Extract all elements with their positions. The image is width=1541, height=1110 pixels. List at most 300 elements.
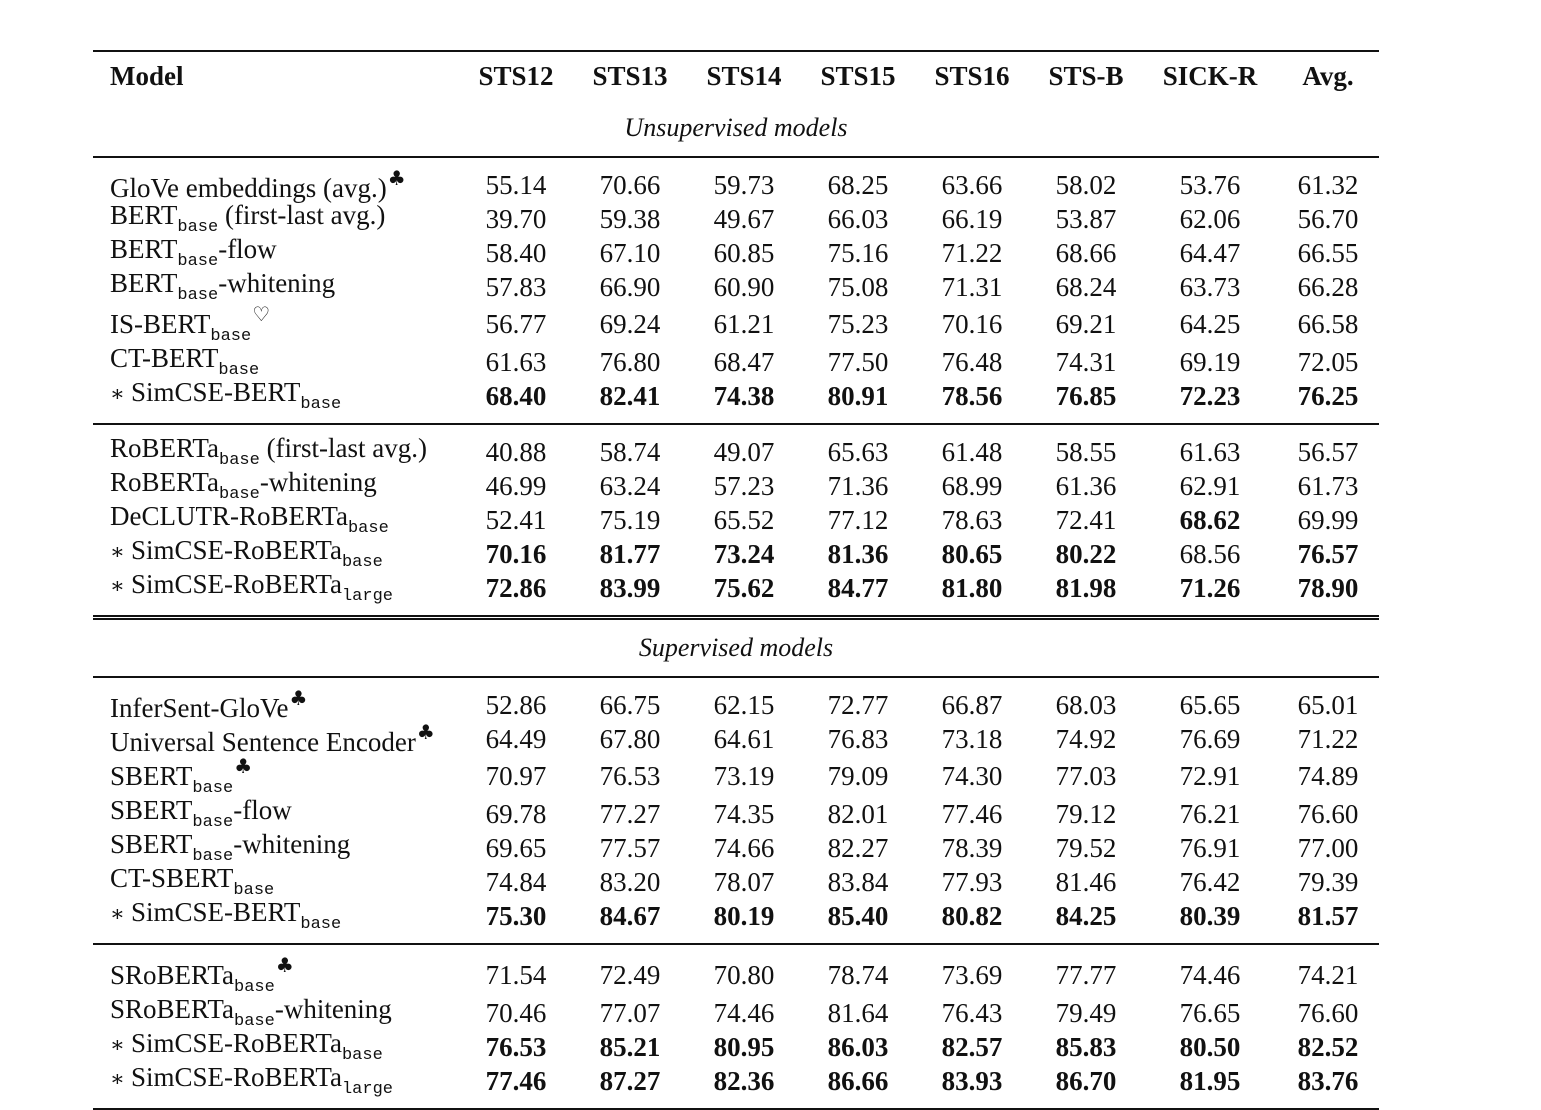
model-name: SBERT [110, 829, 193, 859]
ours-marker-icon: ∗ [110, 1033, 125, 1058]
score-cell: 72.23 [1179, 380, 1241, 411]
model-variant-suffix: -whitening [218, 268, 336, 298]
model-variant-suffix: -flow [233, 795, 292, 825]
score-cell: 77.50 [827, 346, 889, 377]
score-cell: 68.47 [713, 346, 775, 377]
model-size-subscript: base [234, 978, 275, 997]
score-cell: 49.07 [687, 424, 801, 469]
score-cell: 65.65 [1143, 677, 1277, 722]
score-cell: 83.99 [599, 572, 661, 603]
score-cell: 74.66 [713, 832, 775, 863]
score-cell: 85.21 [599, 1031, 661, 1062]
model-name-cell [93, 831, 459, 865]
table-row [93, 270, 1379, 304]
model-name-cell [93, 571, 459, 618]
model-name-cell [93, 722, 459, 756]
score-cell: 69.24 [599, 309, 661, 339]
table-row [93, 756, 1379, 797]
score-cell: 74.46 [1143, 944, 1277, 996]
table-row [93, 202, 1379, 236]
score-cell: 63.66 [915, 157, 1029, 202]
score-cell: 76.43 [941, 997, 1003, 1028]
score-cell: 76.60 [1297, 997, 1359, 1028]
score-cell: 64.61 [713, 723, 775, 754]
score-cell: 77.03 [1055, 761, 1117, 791]
score-cell: 61.36 [1055, 470, 1117, 501]
model-name: BERT [110, 200, 178, 230]
header-sts16: STS16 [915, 51, 1029, 100]
score-cell: 68.66 [1055, 237, 1117, 268]
table-row [93, 345, 1379, 379]
model-size-subscript: base [347, 519, 389, 538]
model-size-subscript: large [341, 587, 393, 606]
score-cell: 78.63 [941, 504, 1003, 535]
score-cell: 61.32 [1277, 157, 1379, 202]
ours-marker-icon: ∗ [110, 540, 125, 565]
score-cell: 62.91 [1179, 470, 1241, 501]
model-name-cell [93, 345, 459, 379]
score-cell: 81.57 [1297, 900, 1359, 931]
model-size-subscript: base [300, 395, 342, 414]
score-cell: 68.99 [941, 470, 1003, 501]
score-cell: 71.54 [459, 944, 573, 996]
score-cell: 81.95 [1143, 1064, 1277, 1109]
score-cell: 62.06 [1179, 203, 1241, 234]
club-icon: ♣ [275, 953, 294, 977]
model-name-cell [93, 424, 459, 469]
score-cell: 77.46 [941, 798, 1003, 829]
score-cell: 57.23 [713, 470, 775, 501]
model-size-subscript: base [177, 218, 219, 237]
score-cell: 74.21 [1277, 944, 1379, 996]
model-name-cell [93, 236, 459, 270]
score-cell: 77.12 [827, 504, 889, 535]
score-cell: 74.84 [485, 866, 547, 897]
model-size-subscript: base [234, 1012, 275, 1031]
score-cell: 72.49 [573, 944, 687, 996]
score-cell: 59.38 [599, 203, 661, 234]
score-cell: 74.31 [1055, 346, 1117, 377]
score-cell: 75.08 [827, 271, 889, 302]
score-cell: 70.16 [941, 309, 1003, 339]
score-cell: 68.56 [1179, 538, 1241, 569]
table-row [93, 157, 1379, 202]
score-cell: 77.57 [599, 832, 661, 863]
score-cell: 77.46 [459, 1064, 573, 1109]
table-header-row [93, 51, 1379, 100]
model-name: RoBERTa [110, 433, 219, 463]
score-cell: 64.47 [1179, 237, 1241, 268]
model-name-cell [93, 157, 459, 202]
score-cell: 69.65 [485, 832, 547, 863]
score-cell: 57.83 [485, 271, 547, 302]
score-cell: 81.64 [827, 997, 889, 1028]
score-cell: 73.24 [713, 538, 775, 569]
score-cell: 70.46 [485, 997, 547, 1028]
score-cell: 76.80 [599, 346, 661, 377]
score-cell: 81.80 [941, 572, 1003, 603]
score-cell: 74.35 [713, 798, 775, 829]
model-name-cell [93, 1064, 459, 1109]
ours-marker-icon: ∗ [110, 574, 125, 599]
score-cell: 66.28 [1297, 271, 1359, 302]
score-cell: 78.74 [801, 944, 915, 996]
score-cell: 56.57 [1277, 424, 1379, 469]
score-cell: 55.14 [459, 157, 573, 202]
ours-marker-icon: ∗ [110, 1067, 125, 1092]
model-name-cell [93, 379, 459, 424]
score-cell: 84.77 [827, 572, 889, 603]
score-cell: 77.93 [941, 866, 1003, 897]
model-name: IS-BERT [110, 309, 211, 339]
header-sts13: STS13 [573, 51, 687, 100]
score-cell: 74.89 [1297, 761, 1359, 791]
header-sts14: STS14 [687, 51, 801, 100]
score-cell: 82.41 [599, 380, 661, 411]
score-cell: 61.63 [1143, 424, 1277, 469]
model-variant-suffix: (first-last avg.) [218, 200, 386, 230]
model-size-subscript: base [210, 327, 252, 346]
score-cell: 75.19 [599, 504, 661, 535]
model-size-subscript: base [219, 451, 260, 470]
score-cell: 75.16 [827, 237, 889, 268]
heart-icon: ♡ [252, 302, 271, 326]
score-cell: 82.52 [1297, 1031, 1359, 1062]
score-cell: 83.76 [1277, 1064, 1379, 1109]
score-cell: 79.09 [827, 761, 889, 791]
header-sts15: STS15 [801, 51, 915, 100]
score-cell: 64.49 [485, 723, 547, 754]
score-cell: 67.10 [599, 237, 661, 268]
table-row [93, 1064, 1379, 1109]
model-name: SimCSE-BERT [130, 377, 301, 407]
table-row [93, 304, 1379, 345]
score-cell: 68.62 [1179, 504, 1241, 535]
score-cell: 66.75 [573, 677, 687, 722]
score-cell: 56.70 [1297, 203, 1359, 234]
score-cell: 60.90 [713, 271, 775, 302]
model-name: SimCSE-RoBERTa [130, 1028, 342, 1058]
model-variant-suffix: -whitening [259, 467, 377, 497]
score-cell: 74.92 [1055, 723, 1117, 754]
model-name: InferSent-GloVe [110, 693, 289, 723]
score-cell: 80.91 [827, 380, 889, 411]
score-cell: 85.83 [1055, 1031, 1117, 1062]
score-cell: 69.78 [485, 798, 547, 829]
header-sts12: STS12 [459, 51, 573, 100]
results-table-container [93, 50, 1379, 1110]
score-cell: 78.90 [1297, 572, 1359, 603]
section-header-row [93, 100, 1379, 157]
model-name: SRoBERTa [110, 960, 235, 990]
table-row [93, 944, 1379, 996]
model-name: RoBERTa [110, 467, 219, 497]
table-row [93, 722, 1379, 756]
score-cell: 59.73 [687, 157, 801, 202]
table-row [93, 424, 1379, 469]
model-name: CT-SBERT [110, 863, 234, 893]
score-cell: 72.05 [1297, 346, 1359, 377]
score-cell: 60.85 [713, 237, 775, 268]
model-name-cell [93, 270, 459, 304]
section-title: Supervised models [93, 618, 1379, 678]
score-cell: 76.21 [1179, 798, 1241, 829]
model-name-cell [93, 304, 459, 345]
score-cell: 82.01 [827, 798, 889, 829]
score-cell: 69.99 [1297, 504, 1359, 535]
table-row [93, 797, 1379, 831]
score-cell: 58.40 [485, 237, 547, 268]
score-cell: 80.22 [1055, 538, 1117, 569]
header-sts-b: STS-B [1029, 51, 1143, 100]
score-cell: 74.30 [941, 761, 1003, 791]
model-name: SimCSE-BERT [130, 897, 301, 927]
score-cell: 73.18 [941, 723, 1003, 754]
model-variant-suffix: -flow [218, 234, 277, 264]
score-cell: 77.00 [1297, 832, 1359, 863]
table-row [93, 469, 1379, 503]
header-model: Model [93, 51, 459, 100]
model-name: Universal Sentence Encoder [110, 727, 416, 757]
score-cell: 78.07 [713, 866, 775, 897]
score-cell: 63.73 [1179, 271, 1241, 302]
model-size-subscript: base [192, 847, 234, 866]
score-cell: 78.39 [941, 832, 1003, 863]
score-cell: 76.65 [1179, 997, 1241, 1028]
model-size-subscript: base [233, 881, 275, 900]
score-cell: 56.77 [485, 309, 547, 339]
score-cell: 79.39 [1297, 866, 1359, 897]
model-size-subscript: base [341, 553, 383, 572]
model-size-subscript: base [192, 813, 234, 832]
score-cell: 72.77 [801, 677, 915, 722]
score-cell: 83.20 [599, 866, 661, 897]
score-cell: 76.85 [1055, 380, 1117, 411]
table-body [93, 100, 1379, 1109]
header-sick-r: SICK-R [1143, 51, 1277, 100]
header-avg: Avg. [1277, 51, 1379, 100]
score-cell: 76.25 [1297, 380, 1359, 411]
score-cell: 86.03 [827, 1031, 889, 1062]
score-cell: 82.36 [687, 1064, 801, 1109]
score-cell: 71.22 [941, 237, 1003, 268]
score-cell: 79.49 [1055, 997, 1117, 1028]
score-cell: 58.02 [1029, 157, 1143, 202]
score-cell: 86.66 [801, 1064, 915, 1109]
score-cell: 76.60 [1297, 798, 1359, 829]
score-cell: 53.76 [1143, 157, 1277, 202]
model-name: DeCLUTR-RoBERTa [110, 501, 348, 531]
score-cell: 80.39 [1179, 900, 1241, 931]
score-cell: 85.40 [827, 900, 889, 931]
score-cell: 80.65 [941, 538, 1003, 569]
model-variant-suffix: -whitening [274, 994, 392, 1024]
model-name-cell [93, 756, 459, 797]
model-size-subscript: base [192, 779, 234, 798]
score-cell: 46.99 [485, 470, 547, 501]
score-cell: 67.80 [599, 723, 661, 754]
score-cell: 71.26 [1179, 572, 1241, 603]
score-cell: 82.57 [941, 1031, 1003, 1062]
score-cell: 61.48 [915, 424, 1029, 469]
score-cell: 66.55 [1297, 237, 1359, 268]
score-cell: 68.03 [1029, 677, 1143, 722]
table-row [93, 1030, 1379, 1064]
table-row [93, 379, 1379, 424]
score-cell: 65.01 [1277, 677, 1379, 722]
model-size-subscript: base [177, 252, 219, 271]
model-size-subscript: base [219, 485, 260, 504]
score-cell: 76.57 [1297, 538, 1359, 569]
model-size-subscript: base [177, 286, 219, 305]
model-size-subscript: base [218, 361, 260, 380]
model-name-cell [93, 865, 459, 899]
model-name-cell [93, 996, 459, 1030]
model-name-cell [93, 899, 459, 944]
score-cell: 53.87 [1055, 203, 1117, 234]
score-cell: 77.07 [599, 997, 661, 1028]
model-name-cell [93, 503, 459, 537]
section-title: Unsupervised models [624, 113, 848, 142]
score-cell: 69.19 [1179, 346, 1241, 377]
score-cell: 76.48 [941, 346, 1003, 377]
score-cell: 86.70 [1029, 1064, 1143, 1109]
score-cell: 72.86 [485, 572, 547, 603]
model-name: SRoBERTa [110, 994, 235, 1024]
table-row [93, 537, 1379, 571]
score-cell: 72.91 [1179, 761, 1241, 791]
model-variant-suffix: (first-last avg.) [259, 433, 428, 463]
club-icon: ♣ [416, 720, 435, 744]
score-cell: 52.86 [459, 677, 573, 722]
score-cell: 62.15 [687, 677, 801, 722]
club-icon: ♣ [234, 754, 253, 778]
club-icon: ♣ [387, 166, 406, 190]
score-cell: 76.42 [1179, 866, 1241, 897]
score-cell: 66.87 [915, 677, 1029, 722]
model-name-cell [93, 469, 459, 503]
score-cell: 79.52 [1055, 832, 1117, 863]
score-cell: 75.23 [827, 309, 889, 339]
score-cell: 75.62 [713, 572, 775, 603]
score-cell: 49.67 [713, 203, 775, 234]
score-cell: 68.24 [1055, 271, 1117, 302]
model-name: GloVe embeddings (avg.) [110, 173, 387, 203]
table-row [93, 899, 1379, 944]
score-cell: 68.25 [801, 157, 915, 202]
score-cell: 74.38 [713, 380, 775, 411]
score-cell: 66.03 [827, 203, 889, 234]
score-cell: 68.40 [485, 380, 547, 411]
model-name: SBERT [110, 761, 193, 791]
model-name-cell [93, 1030, 459, 1064]
model-name-cell [93, 677, 459, 722]
score-cell: 66.90 [599, 271, 661, 302]
score-cell: 66.19 [941, 203, 1003, 234]
score-cell: 70.66 [573, 157, 687, 202]
model-name: BERT [110, 268, 178, 298]
score-cell: 74.46 [713, 997, 775, 1028]
score-cell: 87.27 [573, 1064, 687, 1109]
score-cell: 70.97 [485, 761, 547, 791]
model-name: SBERT [110, 795, 193, 825]
score-cell: 80.95 [713, 1031, 775, 1062]
score-cell: 80.82 [941, 900, 1003, 931]
score-cell: 70.80 [687, 944, 801, 996]
score-cell: 75.30 [485, 900, 547, 931]
table-row [93, 571, 1379, 618]
score-cell: 81.36 [827, 538, 889, 569]
score-cell: 81.98 [1055, 572, 1117, 603]
score-cell: 64.25 [1179, 309, 1241, 339]
score-cell: 58.55 [1029, 424, 1143, 469]
score-cell: 79.12 [1055, 798, 1117, 829]
score-cell: 76.53 [599, 761, 661, 791]
score-cell: 83.93 [915, 1064, 1029, 1109]
section-header-row [93, 618, 1379, 678]
score-cell: 73.19 [713, 761, 775, 791]
ours-marker-icon: ∗ [110, 382, 125, 407]
score-cell: 77.27 [599, 798, 661, 829]
score-cell: 73.69 [915, 944, 1029, 996]
score-cell: 40.88 [459, 424, 573, 469]
score-cell: 61.63 [485, 346, 547, 377]
model-name-cell [93, 944, 459, 996]
score-cell: 82.27 [827, 832, 889, 863]
score-cell: 61.73 [1297, 470, 1359, 501]
score-cell: 61.21 [713, 309, 775, 339]
score-cell: 65.52 [713, 504, 775, 535]
model-name-cell [93, 537, 459, 571]
score-cell: 72.41 [1055, 504, 1117, 535]
ours-marker-icon: ∗ [110, 902, 125, 927]
score-cell: 76.53 [485, 1031, 547, 1062]
model-name: SimCSE-RoBERTa [130, 1062, 342, 1092]
score-cell: 76.91 [1179, 832, 1241, 863]
score-cell: 81.46 [1055, 866, 1117, 897]
score-cell: 77.77 [1029, 944, 1143, 996]
score-cell: 80.50 [1179, 1031, 1241, 1062]
score-cell: 58.74 [573, 424, 687, 469]
table-row [93, 236, 1379, 270]
score-cell: 81.77 [599, 538, 661, 569]
score-cell: 83.84 [827, 866, 889, 897]
score-cell: 71.36 [827, 470, 889, 501]
table-row [93, 865, 1379, 899]
score-cell: 39.70 [485, 203, 547, 234]
score-cell: 63.24 [599, 470, 661, 501]
table-row [93, 996, 1379, 1030]
score-cell: 84.67 [599, 900, 661, 931]
model-name: SimCSE-RoBERTa [130, 535, 342, 565]
model-size-subscript: base [341, 1046, 383, 1065]
score-cell: 70.16 [485, 538, 547, 569]
score-cell: 52.41 [485, 504, 547, 535]
table-row [93, 831, 1379, 865]
score-cell: 66.58 [1297, 309, 1359, 339]
model-variant-suffix: -whitening [233, 829, 351, 859]
results-table [93, 50, 1379, 1110]
score-cell: 84.25 [1055, 900, 1117, 931]
model-name: BERT [110, 234, 178, 264]
club-icon: ♣ [289, 686, 308, 710]
table-row [93, 677, 1379, 722]
table-row [93, 503, 1379, 537]
score-cell: 76.83 [827, 723, 889, 754]
score-cell: 80.19 [713, 900, 775, 931]
score-cell: 65.63 [801, 424, 915, 469]
score-cell: 76.69 [1179, 723, 1241, 754]
